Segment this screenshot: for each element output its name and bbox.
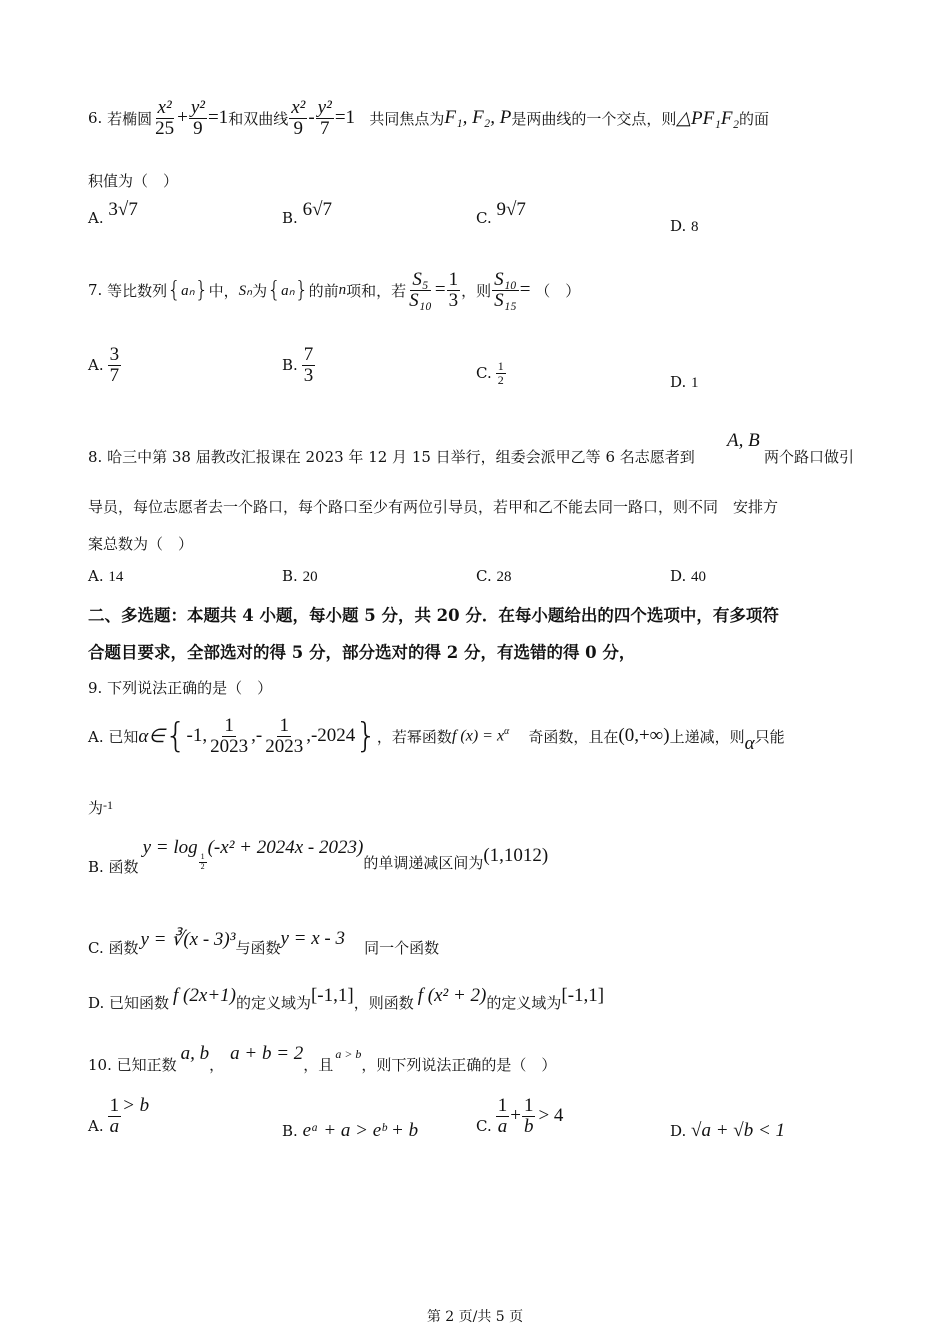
q7-text-3: 为 [252, 281, 268, 300]
q9-stem: 9. 下列说法正确的是（ ） [88, 679, 273, 697]
q6-option-b: B. 6√7 [282, 199, 333, 227]
q9-option-b: B. 函数 y = log $\frac{1}{2}$ (-x² + 2024x - 2023) 的单调递减区间为 (1,1012) [88, 837, 549, 876]
q7-option-d: D. 1 [670, 373, 699, 391]
q6-ellipse-eq: =1 [207, 107, 229, 128]
q6-ellipse-x-term: $\frac{\text{x²}}{25}$ [155, 96, 175, 139]
q6-text-4: 是两曲线的一个交点，则 [511, 109, 677, 128]
q7-eq-2: = [519, 279, 531, 300]
q6-foci: F₁, F₂, P [444, 107, 512, 128]
q10-stem: 10. 已知正数 a, b ， a + b = 2 ，且 a > b ，则下列说法正确的是（ ） [88, 1043, 557, 1074]
q7-text-6: ，则 [461, 281, 492, 300]
q7-frac-rhs: $\frac{1}{3}$ [448, 268, 459, 311]
q8-ab: A, B [727, 430, 760, 451]
q7-text-7: （ ） [535, 281, 581, 300]
section-2-heading-line2: 合题目要求，全部选对的得 5 分，部分选对的得 2 分，有选错的得 0 分， [88, 643, 636, 662]
q8-option-b: B. 20 [282, 567, 318, 585]
q7-option-c: C. $\frac{1}{2}$ [476, 359, 504, 387]
q10-option-b: B. eᵃ + a > eᵇ + b [282, 1120, 419, 1141]
q6-text-5: 的面 [739, 109, 770, 128]
q6-hyper-x-term: $\frac{\text{x²}}{9}$ [291, 96, 306, 139]
q8-line2: 导员，每位志愿者去一个路口，每个路口至少有两位引导员，若甲和乙不能去同一路口，则不同 安排方 [88, 498, 779, 516]
q8-text-1b: 两个路口做引 [764, 448, 855, 466]
q8-option-d: D. 40 [670, 567, 707, 585]
q6-text-6: 积值为（ ） [88, 172, 179, 190]
q9-option-a: A. 已知 α∈ { -1, $\frac{1}{2023}$ ,- $\frac{1}{2023}$ ,-2024 } ，若幂函数 f $(x) = x^\alpha$ 奇函数，且在 (0,+∞) 上递减，则 α 只能 [88, 714, 785, 757]
q7-n: n [338, 281, 347, 298]
q10-option-c: C. $\frac{1}{a}$ + $\frac{1}{b}$ > 4 [476, 1095, 564, 1137]
q8-option-a: A. 14 [88, 567, 124, 585]
q7-sn: Sₙ [238, 282, 253, 299]
q9-option-a-cont: 为$^{-1}$ [88, 798, 114, 817]
page-footer: 第 2 页/共 5 页 [426, 1309, 524, 1325]
q7-text-5: 项和，若 [346, 281, 407, 300]
q6-text-3: 共同焦点为 [369, 109, 445, 128]
q10-option-a: A. $\frac{1}{a}$ > b [88, 1095, 150, 1137]
q6-option-d: D. 8 [670, 217, 699, 235]
q9-option-c: C. 函数 y = ∛(x - 3)³ 与函数 y = x - 3 同一个函数 [88, 928, 440, 957]
q7-number: 7. [88, 281, 103, 299]
q7-text-4: 的前 [308, 281, 339, 300]
q7-option-a: A. $\frac{3}{7}$ [88, 344, 120, 386]
q7-seq-an: aₙ [181, 282, 195, 299]
q7-frac-s5-s10: $\frac{\text{S₅}}{\text{S₁₀}}$ [409, 268, 432, 311]
q7-text-2: 中， [208, 281, 239, 300]
q6-line1: 6. 若椭圆 $\frac{\text{x²}}{25}$ + $\frac{\text{y²}}{9}$ =1 和双曲线 $\frac{\text{x²}}{9}$ - $\frac{\text{y²}}{7}$ =1 共同焦点为 F₁, F₂, P 是两曲线的一个交点，则 △PF₁F₂ 的面 [88, 96, 770, 139]
q7-frac-s10-s15: $\frac{\text{S₁₀}}{\text{S₁₅}}$ [494, 268, 517, 311]
q6-text-1: 若椭圆 [107, 109, 153, 128]
q6-hyper-y-term: $\frac{\text{y²}}{7}$ [317, 96, 332, 139]
q6-ellipse-y-term: $\frac{\text{y²}}{9}$ [190, 96, 205, 139]
q8-text-1: 哈三中第 38 届教改汇报课在 2023 年 12 月 15 日举行，组委会派甲乙等 6 名志愿者到 [107, 448, 695, 466]
q7-line1: 7. 等比数列 { aₙ } 中， Sₙ 为 { aₙ } 的前 n 项和，若 $\frac{\text{S₅}}{\text{S₁₀}}$ = $\frac{1}{3}$ ，则 $\frac{\text{S₁₀}}{\text{S₁₅}}$ = （ ） [88, 268, 581, 311]
section-2-heading-line1: 二、多选题：本题共 4 小题，每小题 5 分，共 20 分．在每小题给出的四个选项中，有多项符 [88, 606, 779, 625]
q6-hyper-eq: =1 [334, 107, 356, 128]
q7-eq-1: = [434, 279, 446, 300]
q9-option-d: D. 已知函数 f (2x+1) 的定义域为 [-1,1] ，则函数 f (x² + 2) 的定义域为 [-1,1] [88, 985, 605, 1012]
q8-option-c: C. 28 [476, 567, 512, 585]
q6-triangle: △PF₁F₂ [676, 107, 740, 129]
q6-text-2: 和双曲线 [228, 109, 289, 128]
q8-line3: 案总数为（ ） [88, 535, 194, 553]
q6-number: 6. [88, 109, 103, 127]
q7-seq-an-2: aₙ [281, 282, 295, 299]
q8-number: 8. [88, 448, 103, 466]
q7-text-1: 等比数列 [107, 281, 168, 300]
q10-option-d: D. √a + √b < 1 [670, 1120, 786, 1141]
q7-option-b: B. $\frac{7}{3}$ [282, 344, 314, 386]
q6-option-a: A. 3√7 [88, 199, 138, 227]
q8-line1 [88, 446, 695, 467]
q6-option-c: C. 9√7 [476, 199, 526, 227]
